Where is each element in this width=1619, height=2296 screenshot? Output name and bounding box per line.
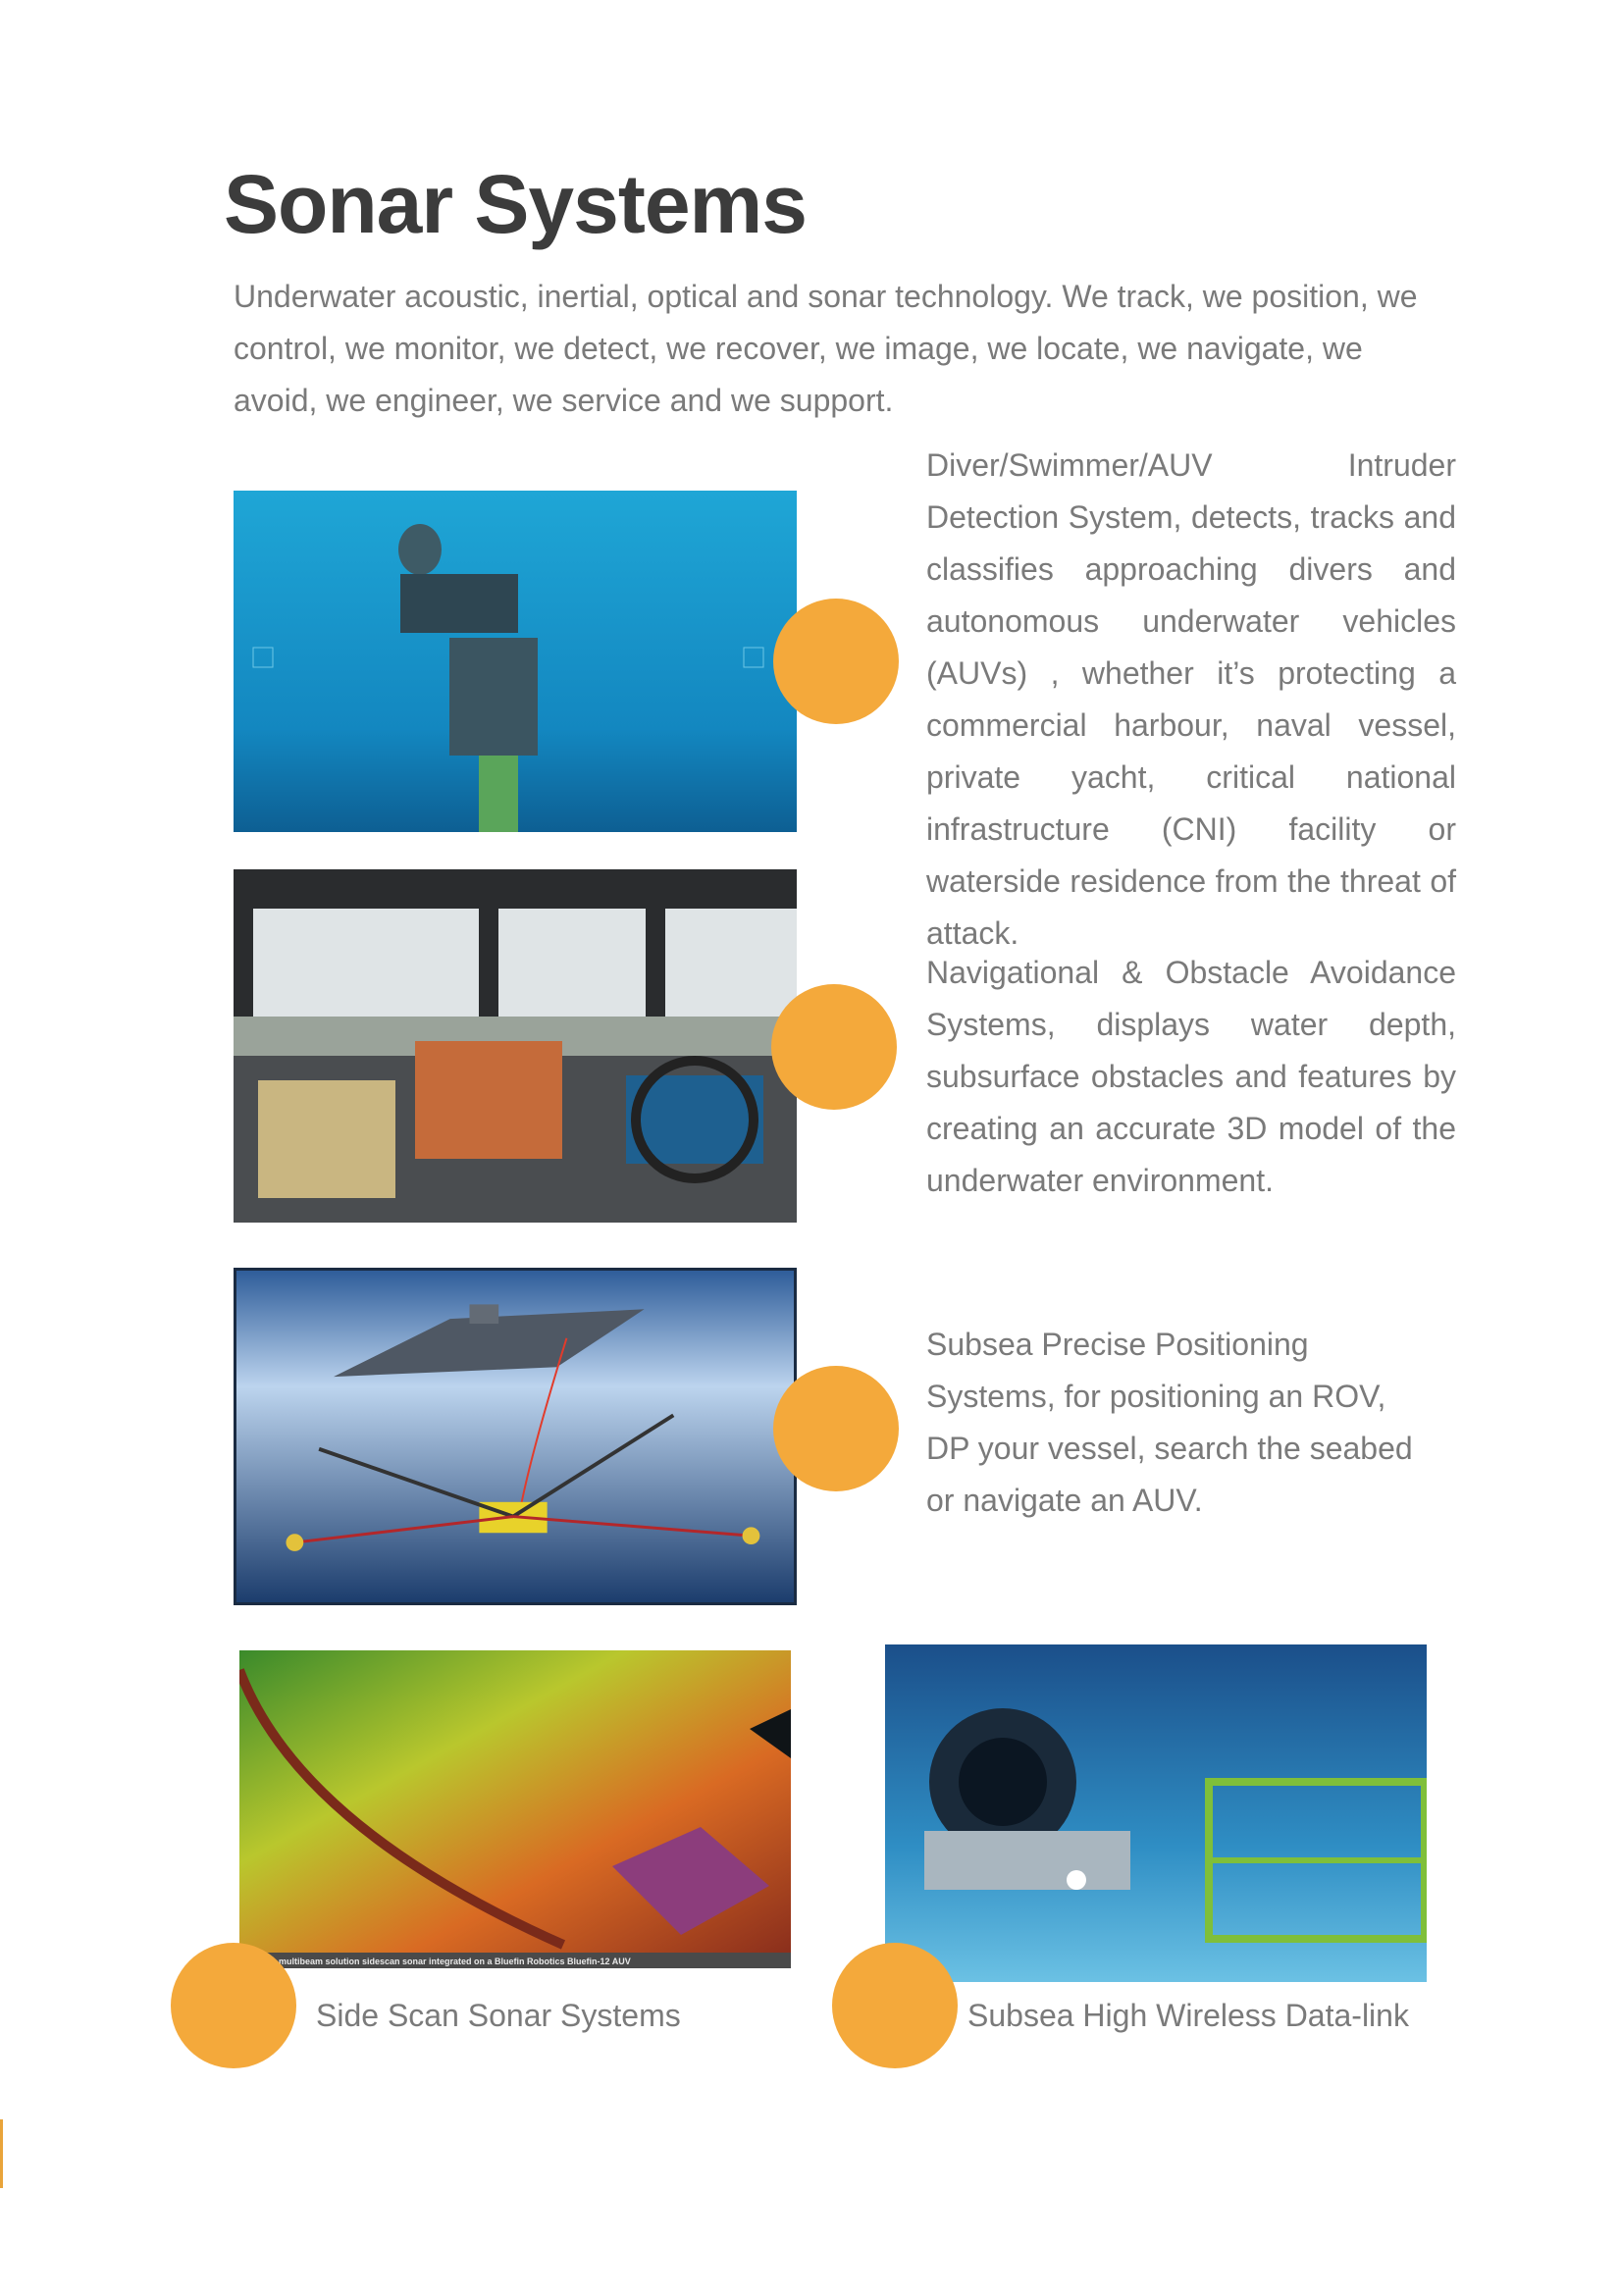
positioning-text: Subsea Precise Positioning Systems, for positioning an ROV, DP your vessel, search the seabed or navigate an AUV. xyxy=(926,1327,1413,1518)
intruder-detection-text: Diver/Swimmer/AUV Intruder Detection System, detects, tracks and classifies approaching divers and autonomous underwater vehicles (AUVs) , whether it’s protecting a commercial harbour, naval vessel, private yacht, critical national infrastructure (CNI) facility or waterside residence from the threat of attack. xyxy=(926,447,1456,951)
side-scan-sonar-image xyxy=(239,1650,791,1968)
accent-circle xyxy=(771,984,897,1110)
obstacle-avoidance-text: Navigational & Obstacle Avoidance Systems, displays water depth, subsurface obstacles and features by creating an accurate 3D model of the underwater environment. xyxy=(926,955,1456,1198)
wireless-datalink-caption: Subsea High Wireless Data-link xyxy=(967,1998,1409,2033)
diver-detection-photo xyxy=(234,491,797,832)
positioning-diagram-image xyxy=(234,1268,797,1605)
accent-circle xyxy=(832,1943,958,2068)
edge-accent-mark xyxy=(0,2119,3,2188)
page-title: Sonar Systems xyxy=(224,158,807,250)
accent-circle xyxy=(773,599,899,724)
accent-circle xyxy=(773,1366,899,1491)
intro-paragraph: Underwater acoustic, inertial, optical and sonar technology. We track, we position, we control, we monitor, we detect, we recover, we image, we locate, we navigate, we avoid, we engineer, we service and we support. xyxy=(234,279,1418,418)
accent-circle xyxy=(171,1943,296,2068)
wireless-datalink-image xyxy=(885,1644,1427,1982)
bridge-navigation-photo xyxy=(234,869,797,1223)
side-scan-caption: Side Scan Sonar Systems xyxy=(316,1998,681,2033)
sidescan-image-strip-caption: multibeam solution sidescan sonar integrated on a Bluefin Robotics Bluefin-12 AUV xyxy=(279,1957,631,1966)
